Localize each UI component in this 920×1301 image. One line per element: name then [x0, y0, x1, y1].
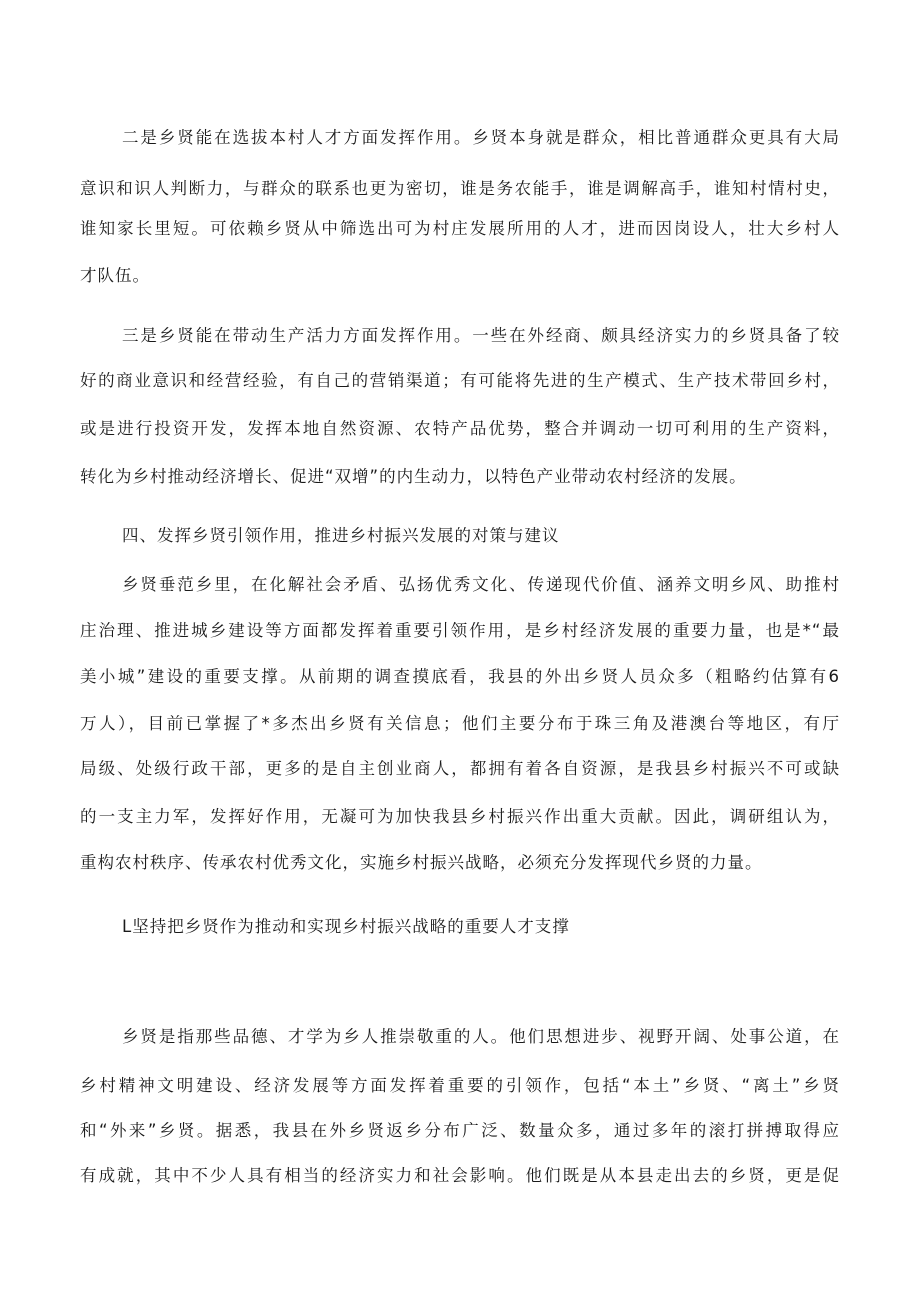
paragraph-line: 乡村精神文明建设、经济发展等方面发挥着重要的引领作，包括“本土”乡贤、“离土”乡贤: [80, 1076, 840, 1095]
paragraph-line: 有成就，其中不少人具有相当的经济实力和社会影响。他们既是从本县走出去的乡贤，更是促: [80, 1166, 840, 1185]
subsection-heading: L坚持把乡贤作为推动和实现乡村振兴战略的重要人才支撑: [122, 917, 570, 936]
paragraph-line: 三是乡贤能在带动生产活力方面发挥作用。一些在外经商、颇具经济实力的乡贤具备了较: [122, 326, 840, 345]
paragraph-line: 转化为乡村推动经济增长、促进“双增”的内生动力，以特色产业带动农村经济的发展。: [80, 467, 747, 486]
paragraph-line: 谁知家长里短。可依赖乡贤从中筛选出可为村庄发展所用的人才，进而因岗设人，壮大乡村人: [80, 219, 840, 238]
paragraph-line: 或是进行投资开发，发挥本地自然资源、农特产品优势，整合并调动一切可利用的生产资料，: [80, 419, 840, 438]
paragraph-line: 才队伍。: [80, 266, 150, 285]
paragraph-line: 的一支主力军，发挥好作用，无凝可为加快我县乡村振兴作出重大贡献。因此，调研组认为，: [80, 807, 840, 826]
paragraph-line: 二是乡贤能在选拔本村人才方面发挥作用。乡贤本身就是群众，相比普通群众更具有大局: [122, 128, 840, 147]
paragraph-line: 乡贤是指那些品德、才学为乡人推崇敬重的人。他们思想进步、视野开阔、处事公道，在: [122, 1027, 840, 1046]
section-heading: 四、发挥乡贤引领作用，推进乡村振兴发展的对策与建议: [122, 526, 560, 545]
paragraph-line: 重构农村秩序、传承农村优秀文化，实施乡村振兴战略，必须充分发挥现代乡贤的力量。: [80, 853, 763, 872]
paragraph-line: 乡贤垂范乡里，在化解社会矛盾、弘扬优秀文化、传递现代价值、涵养文明乡风、助推村: [122, 575, 840, 594]
paragraph-line: 万人），目前已掌握了*多杰出乡贤有关信息；他们主要分布于珠三角及港澳台等地区，有厅: [80, 714, 840, 733]
paragraph-line: 和“外来”乡贤。据悉，我县在外乡贤返乡分布广泛、数量众多，通过多年的滚打拼搏取得应: [80, 1121, 840, 1140]
paragraph-line: 局级、处级行政干部，更多的是自主创业商人，都拥有着各自资源，是我县乡村振兴不可或缺: [80, 759, 840, 778]
paragraph-line: 好的商业意识和经营经验，有自己的营销渠道；有可能将先进的生产模式、生产技术带回乡村，: [80, 371, 840, 390]
paragraph-line: 意识和识人判断力，与群众的联系也更为密切，谁是务农能手，谁是调解高手，谁知村情村史，: [80, 179, 840, 198]
paragraph-line: 美小城”建设的重要支撑。从前期的调查摸底看，我县的外出乡贤人员众多（粗略约估算有6: [80, 667, 840, 686]
paragraph-line: 庄治理、推进城乡建设等方面都发挥着重要引领作用，是乡村经济发展的重要力量，也是*“最: [80, 621, 840, 640]
